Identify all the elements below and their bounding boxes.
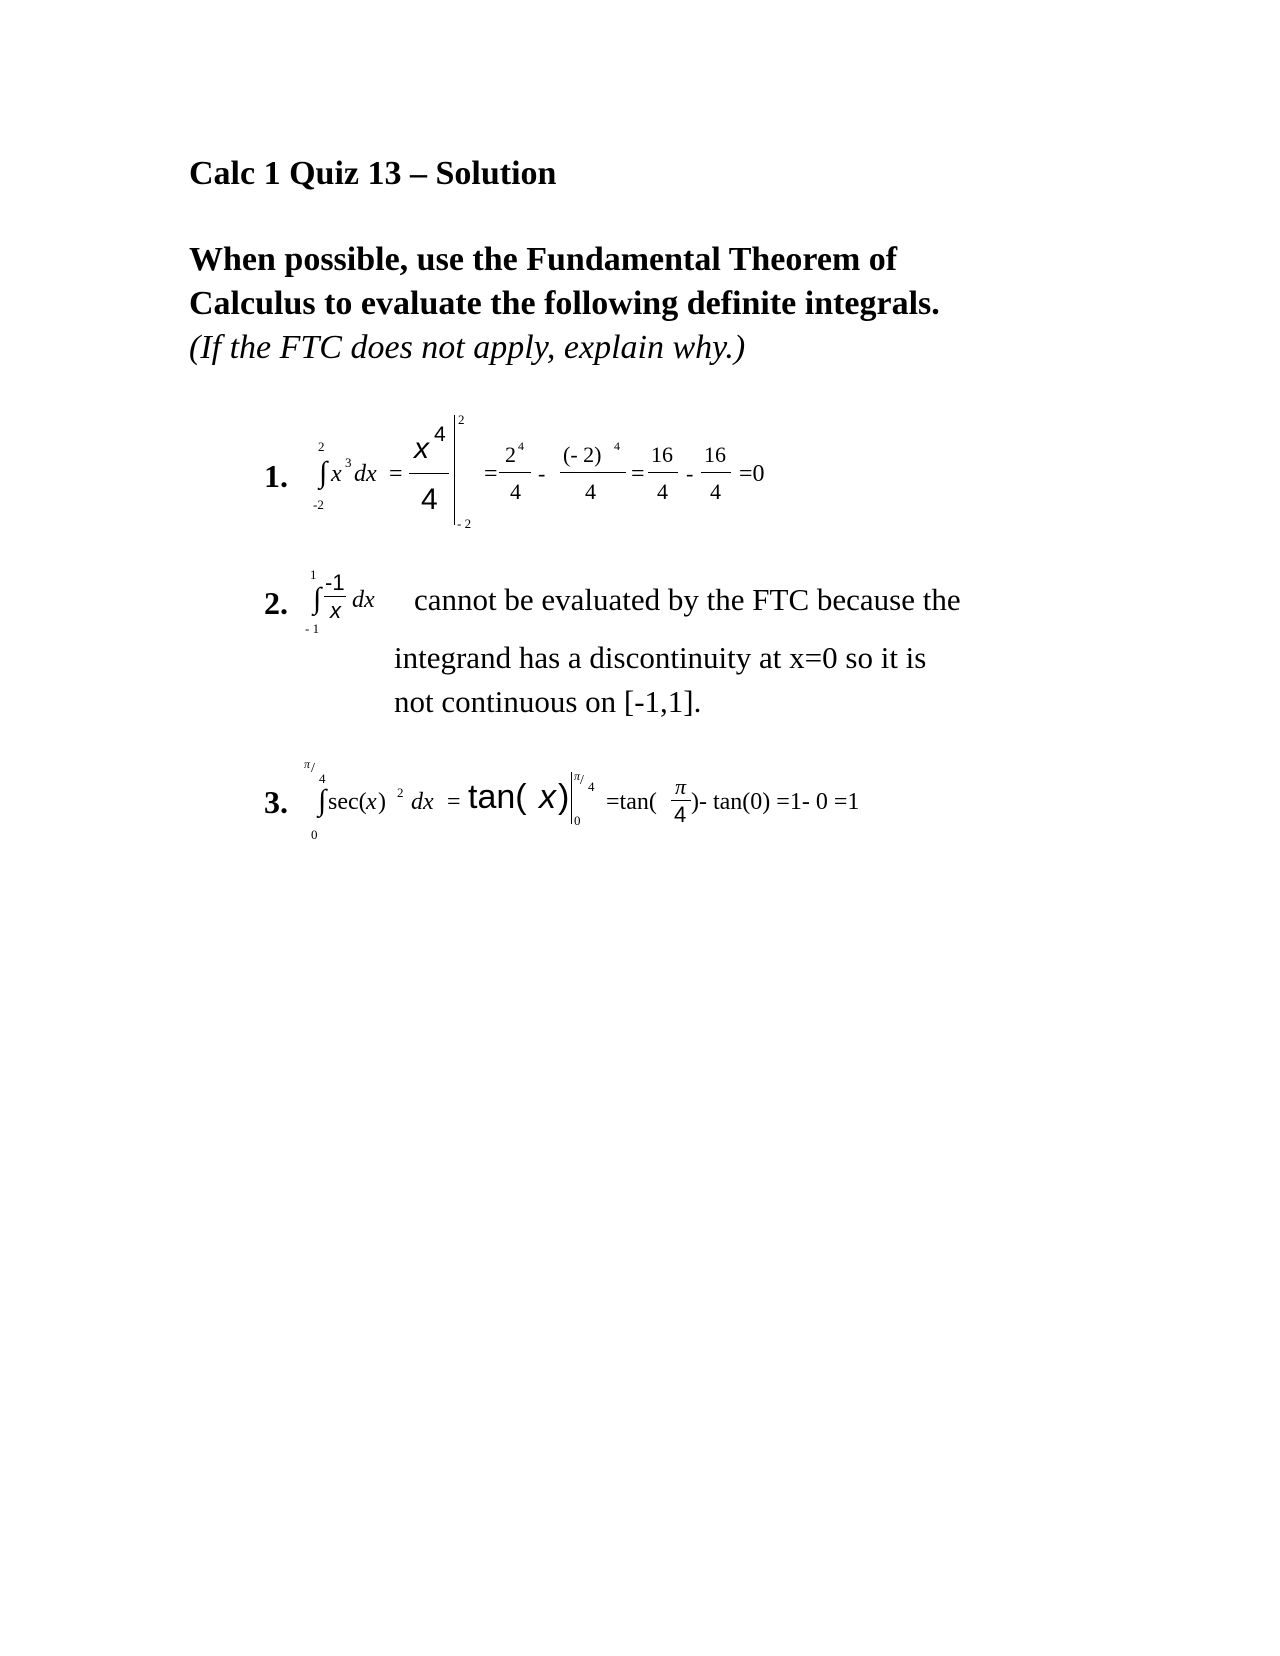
fraction-bar	[671, 800, 691, 801]
integral-upper-limit: 1	[310, 567, 317, 582]
slash: /	[311, 761, 315, 776]
term-4-denominator: 4	[710, 479, 721, 504]
pi-denominator: 4	[674, 802, 687, 827]
antiderivative-denominator: 4	[421, 483, 438, 516]
problem-number: 3.	[264, 784, 288, 820]
fraction-bar	[409, 473, 449, 474]
explanation-line-3: not continuous on [-1,1].	[394, 684, 702, 719]
integral-lower-limit: 0	[311, 827, 318, 842]
integral-upper-limit: 2	[318, 439, 325, 454]
integrand-close: )	[378, 789, 386, 815]
fraction-bar	[324, 596, 346, 597]
equals-sign: =	[631, 461, 645, 487]
integral-upper-limit-denominator: 4	[319, 771, 326, 786]
antiderivative-exponent: 4	[434, 423, 446, 446]
tan-evaluation-open: =tan(	[606, 789, 657, 815]
evaluation-lower: 0	[574, 813, 581, 828]
integrand-exponent: 2	[397, 785, 404, 800]
integral-sign: ∫	[313, 582, 322, 615]
fraction-denominator: x	[330, 598, 341, 623]
integral-sign: ∫	[318, 784, 327, 817]
evaluation-upper-denominator: 4	[588, 779, 595, 794]
evaluation-upper-numerator: π	[574, 769, 581, 783]
fraction-bar	[701, 472, 731, 473]
term-2-denominator: 4	[585, 479, 596, 504]
equals-sign: =	[484, 461, 498, 487]
antiderivative-var: x	[539, 778, 556, 816]
term-3-denominator: 4	[657, 479, 668, 504]
fraction-bar	[499, 472, 531, 473]
integrand-fn: sec(	[328, 789, 367, 815]
differential: dx	[411, 789, 434, 815]
explanation-line-1: cannot be evaluated by the FTC because the	[414, 582, 961, 617]
explanation-line-2: integrand has a discontinuity at x=0 so it is	[394, 640, 927, 675]
differential: dx	[352, 587, 375, 613]
term-2-exponent: 4	[614, 439, 620, 453]
integral-upper-limit-numerator: π	[304, 757, 311, 771]
fraction-bar	[648, 472, 678, 473]
integrand-base: x	[331, 461, 342, 487]
pi-numerator: π	[675, 774, 687, 799]
integral-lower-limit: - 1	[305, 621, 320, 636]
integrand-exponent: 3	[345, 455, 352, 470]
fraction-bar	[560, 472, 626, 473]
minus-sign: -	[686, 461, 694, 486]
antiderivative-fn: tan(	[468, 778, 527, 816]
page-title: Calc 1 Quiz 13 – Solution	[189, 155, 557, 192]
slash: /	[580, 773, 584, 788]
integrand-var: x	[366, 789, 377, 815]
differential: dx	[354, 461, 377, 487]
integral-sign: ∫	[319, 456, 328, 489]
minus-sign: -	[538, 461, 546, 486]
remaining-evaluation: )- tan(0) =1- 0 =1	[691, 789, 860, 815]
equals-sign: =	[447, 789, 461, 815]
result: =0	[739, 461, 765, 487]
term-1-denominator: 4	[510, 479, 521, 504]
antiderivative-numerator: x	[414, 432, 429, 465]
term-1-numerator: 2	[505, 442, 516, 467]
problem-number: 1.	[264, 458, 288, 494]
instructions-line-1: When possible, use the Fundamental Theorem of	[189, 241, 898, 278]
term-3-numerator: 16	[651, 442, 673, 467]
instructions-line-2: Calculus to evaluate the following definite integrals.	[189, 285, 940, 322]
fraction-numerator: -1	[325, 570, 345, 595]
evaluation-lower: - 2	[457, 516, 472, 531]
integral-lower-limit: -2	[313, 497, 324, 512]
antiderivative-close: )	[558, 778, 570, 816]
term-4-numerator: 16	[704, 442, 726, 467]
evaluation-bar	[571, 772, 572, 824]
evaluation-upper: 2	[458, 412, 465, 427]
evaluation-bar	[454, 415, 455, 525]
instructions-note: (If the FTC does not apply, explain why.)	[189, 329, 746, 366]
term-1-exponent: 4	[518, 439, 524, 453]
term-2-numerator: (- 2)	[563, 442, 602, 467]
equals-sign: =	[389, 461, 403, 487]
problem-number: 2.	[264, 585, 288, 621]
